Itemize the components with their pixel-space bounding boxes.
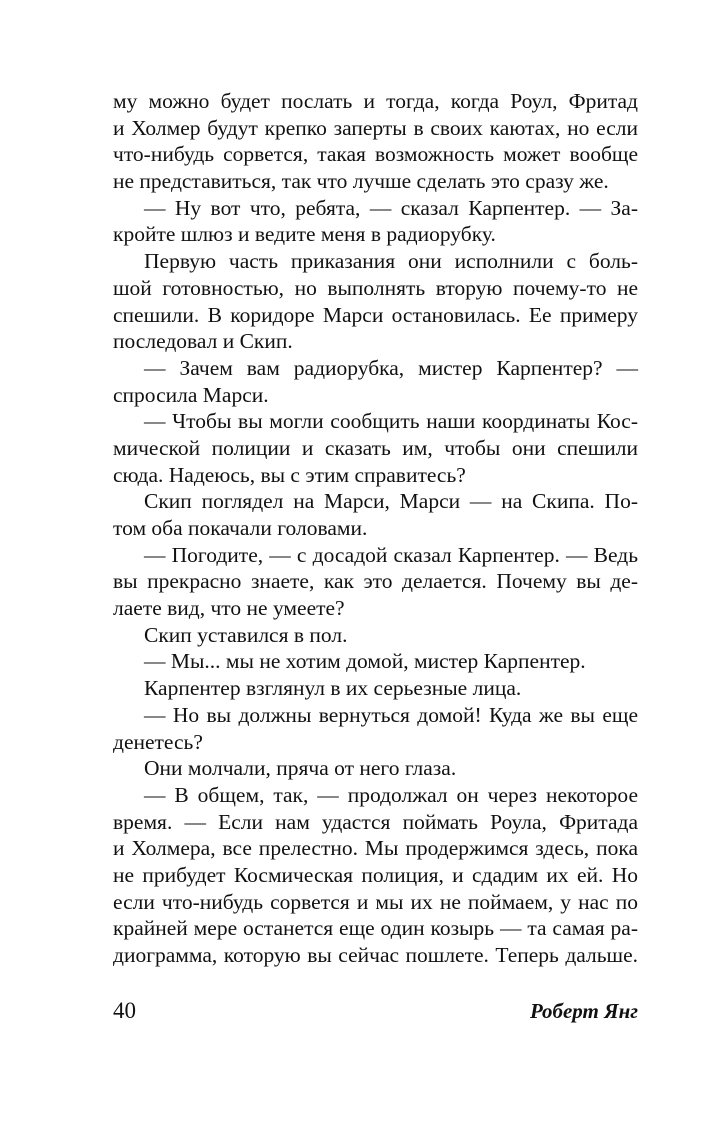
text-line: му можно будет послать и тогда, когда Роул, Фритад: [113, 89, 638, 113]
text-line: крайней мере останется еще один козырь — та самая ра-: [113, 916, 638, 941]
text-line: Скип уставился в пол.: [144, 622, 348, 647]
text-line: спросила Марси.: [113, 382, 269, 407]
text-line: лаете вид, что не умеете?: [113, 596, 345, 621]
page-number: 40: [113, 998, 136, 1023]
text-line: спешили. В коридоре Марси остановилась. Ее примеру: [113, 302, 638, 327]
page-footer: [113, 996, 638, 1026]
text-line: — Ну вот что, ребята, — сказал Карпентер. — За-: [144, 195, 638, 220]
text-line: если что-нибудь сорвется и мы их не поймаем, у нас по: [113, 889, 638, 914]
text-line: не прибудет Космическая полиция, и сдадим их ей. Но: [113, 862, 638, 887]
text-line: кройте шлюз и ведите меня в радиорубку.: [113, 222, 496, 247]
text-line: последовал и Скип.: [113, 329, 293, 354]
text-line: — Погодите, — с досадой сказал Карпентер. — Ведь: [144, 542, 638, 567]
text-line: мической полиции и сказать им, чтобы они спешили: [113, 435, 638, 460]
text-line: Скип поглядел на Марси, Марси — на Скипа. По-: [144, 489, 638, 514]
text-line: денетесь?: [113, 729, 203, 754]
text-line: и Холмер будут крепко заперты в своих каютах, но если: [113, 115, 638, 140]
running-author: Роберт Янг: [529, 999, 638, 1023]
text-line: — В общем, так, — продолжал он через некоторое: [144, 782, 638, 807]
text-line: сюда. Надеюсь, вы с этим справитесь?: [113, 462, 466, 487]
text-line: и Холмера, все прелестно. Мы продержимся здесь, пока: [113, 836, 638, 861]
text-line: том оба покачали головами.: [113, 516, 368, 540]
text-line: не представиться, так что лучше сделать это сразу же.: [113, 169, 609, 194]
text-line: Первую часть приказания они исполнили с боль-: [144, 249, 638, 274]
text-line: время. — Если нам удастся поймать Роула, Фритада: [113, 809, 638, 834]
body-text: [113, 88, 638, 969]
text-line: что-нибудь сорвется, такая возможность может вообще: [113, 142, 638, 167]
text-line: вы прекрасно знаете, как это делается. Почему вы де-: [113, 569, 638, 594]
text-line: диограмма, которую вы сейчас пошлете. Теперь дальше.: [113, 943, 638, 967]
text-line: — Но вы должны вернуться домой! Куда же вы еще: [144, 702, 638, 727]
text-line: шой готовностью, но выполнять вторую почему-то не: [113, 275, 638, 300]
text-line: Они молчали, пряча от него глаза.: [144, 756, 457, 781]
text-line: Карпентер взглянул в их серьезные лица.: [144, 676, 522, 701]
text-line: — Зачем вам радиорубка, мистер Карпентер? —: [144, 355, 638, 380]
text-line: — Чтобы вы могли сообщить наши координаты Кос-: [144, 409, 638, 434]
text-line: — Мы... мы не хотим домой, мистер Карпентер.: [144, 649, 586, 674]
